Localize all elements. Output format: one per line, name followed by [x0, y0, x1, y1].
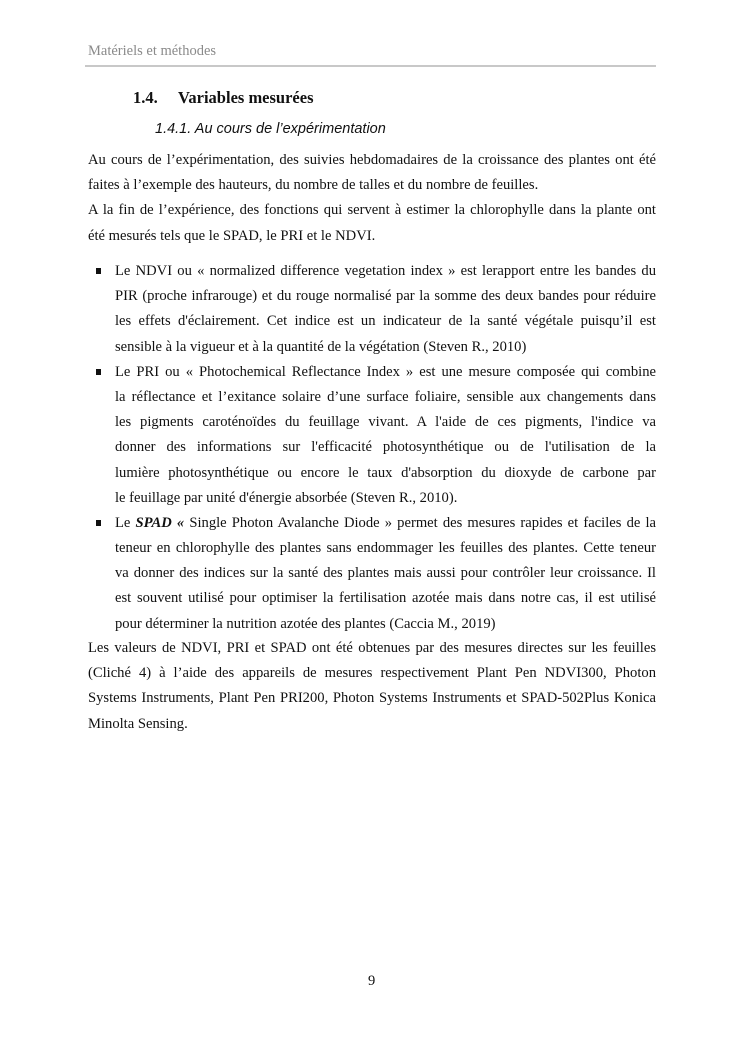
text-line: les pigments caroténoïdes du feuillage vivant. A l'aide de ces pigments, l'indice va: [115, 414, 656, 431]
text-line: est souvent utilisé pour optimiser la fertilisation azotée mais dans notre cas, il est utilisé: [115, 590, 656, 607]
text-line: lumière photosynthétique ou encore le taux d'absorption du dioxyde de carbone par: [115, 464, 656, 481]
closing-paragraph: [88, 636, 656, 737]
bullet-item: [88, 259, 656, 360]
bullet-list: [88, 259, 656, 637]
text-line: [115, 511, 656, 536]
emphasized-term: SPAD «: [135, 514, 185, 531]
text-line: le feuillage par unité d'énergie absorbée (Steven R., 2010).: [115, 489, 458, 506]
text-line: A la fin de l’expérience, des fonctions qui servent à estimer la chlorophylle dans la plante ont: [88, 202, 656, 219]
text-line: été mesurés tels que le SPAD, le PRI et le NDVI.: [88, 227, 376, 244]
text-line: PIR (proche infrarouge) et du rouge normalisé par la somme des deux bandes pour réduire: [115, 288, 656, 305]
text-line: Le PRI ou « Photochemical Reflectance Index » est une mesure composée qui combine: [115, 363, 656, 380]
square-bullet-icon: [96, 520, 101, 526]
running-header: Matériels et méthodes: [88, 43, 217, 59]
subsection-title: 1.4.1. Au cours de l’expérimentation: [155, 121, 386, 137]
section-number: 1.4.: [133, 88, 158, 107]
bullet-item: [88, 360, 656, 511]
text-line: les effets d'éclairement. Cet indice est un indicateur de la santé végétale puisqu’il est: [115, 313, 656, 330]
text-span: Le: [115, 514, 136, 531]
header-rule: [85, 65, 656, 67]
text-line: faites à l’exemple des hauteurs, du nombre de talles et du nombre de feuilles.: [88, 177, 539, 194]
text-line: Au cours de l’expérimentation, des suivies hebdomadaires de la croissance des plantes ont été: [88, 152, 656, 168]
text-line: donner des informations sur l'efficacité photosynthétique ou de l'utilisation de la: [115, 439, 656, 456]
bullet-item: [88, 511, 656, 637]
text-span: Single Photon Avalanche Diode » permet des mesures rapides et faciles de la: [184, 514, 657, 531]
text-line: Le NDVI ou « normalized difference vegetation index » est lerapport entre les bandes du: [115, 263, 656, 279]
text-line: pour déterminer la nutrition azotée des plantes (Caccia M., 2019): [115, 615, 496, 632]
text-line: Systems Instruments, Plant Pen PRI200, Photon Systems Instruments et SPAD-502Plus Konica: [88, 690, 656, 707]
text-line: Les valeurs de NDVI, PRI et SPAD ont été obtenues par des mesures directes sur les feuilles: [88, 640, 656, 656]
text-line: va donner des indices sur la santé des plantes mais aussi pour contrôler leur croissance. Il: [115, 565, 656, 582]
text-line: (Cliché 4) à l’aide des appareils de mesures respectivement Plant Pen NDVI300, Photon: [88, 665, 656, 682]
intro-paragraph: [88, 148, 656, 249]
text-line: Minolta Sensing.: [88, 715, 188, 732]
square-bullet-icon: [96, 369, 101, 375]
text-line: teneur en chlorophylle des plantes sans endommager les feuilles des plantes. Cette teneur: [115, 540, 656, 557]
square-bullet-icon: [96, 268, 101, 274]
section-title: Variables mesurées: [178, 88, 314, 107]
page-number: 9: [368, 973, 376, 989]
text-line: sensible à la vigueur et à la quantité de la végétation (Steven R., 2010): [115, 338, 527, 355]
text-line: la réflectance et l’exitance solaire d’une surface foliaire, sensible aux changements dans: [115, 388, 656, 405]
